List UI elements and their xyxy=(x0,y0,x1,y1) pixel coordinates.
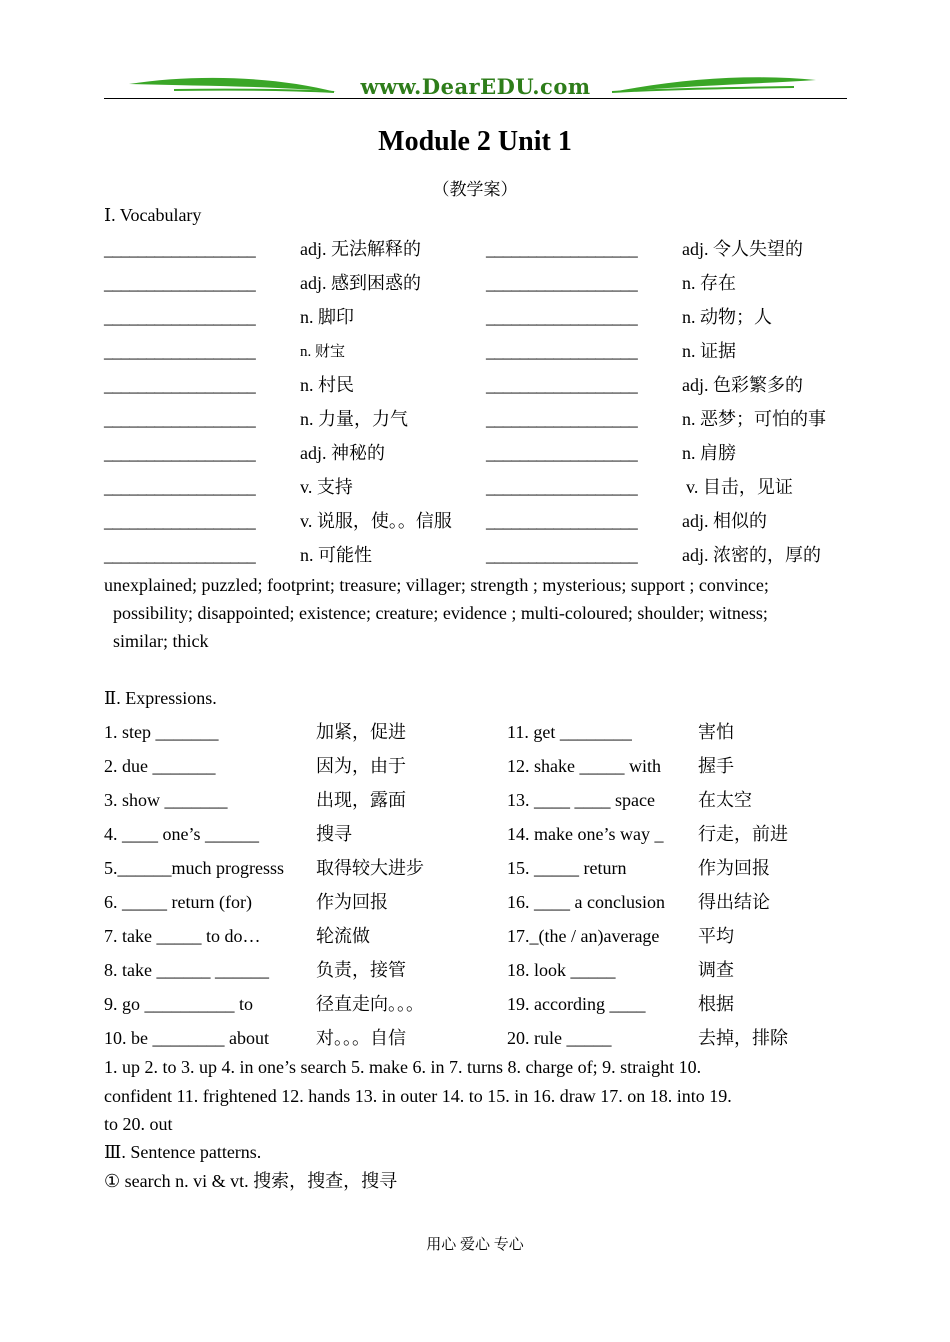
vocab-blank: __________________ xyxy=(486,477,638,497)
vocabulary-answers: possibility; disappointed; existence; creature; evidence ; multi-coloured; shoulder; witness; xyxy=(113,603,768,623)
expressions-answers: to 20. out xyxy=(104,1114,173,1134)
vocab-blank: __________________ xyxy=(104,443,256,463)
sentence-item: ① search n. vi & vt. 搜索，搜查，搜寻 xyxy=(104,1171,398,1191)
vocab-meaning: adj. 浓密的，厚的 xyxy=(682,545,821,565)
expression-meaning: 出现，露面 xyxy=(316,790,406,810)
vocab-meaning: n. 存在 xyxy=(682,273,736,293)
expression-phrase: 13. ____ ____ space xyxy=(507,790,655,810)
expression-meaning: 因为，由于 xyxy=(316,756,406,776)
expression-phrase: 19. according ____ xyxy=(507,994,646,1014)
vocab-blank: __________________ xyxy=(486,375,638,395)
vocab-blank: __________________ xyxy=(486,409,638,429)
expressions-heading: Ⅱ. Expressions. xyxy=(104,688,217,708)
expression-phrase: 16. ____ a conclusion xyxy=(507,892,665,912)
expression-meaning: 轮流做 xyxy=(316,926,370,946)
vocab-meaning: n. 动物；人 xyxy=(682,307,772,327)
expression-phrase: 5.______much progresss xyxy=(104,858,284,878)
vocab-blank: __________________ xyxy=(486,545,638,565)
site-logo-text: www.DearEDU.com xyxy=(360,74,591,99)
expression-meaning: 负责，接管 xyxy=(316,960,406,980)
expression-meaning: 根据 xyxy=(698,994,734,1014)
sentences-heading: Ⅲ. Sentence patterns. xyxy=(104,1142,262,1162)
expression-phrase: 12. shake _____ with xyxy=(507,756,661,776)
vocab-meaning: n. 肩膀 xyxy=(682,443,736,463)
expression-phrase: 1. step _______ xyxy=(104,722,219,742)
vocab-meaning: adj. 感到困惑的 xyxy=(300,273,421,293)
expression-meaning: 得出结论 xyxy=(698,892,770,912)
vocab-meaning: n. 财宝 xyxy=(300,344,346,360)
vocab-blank: __________________ xyxy=(486,239,638,259)
vocab-meaning: v. 说服，使。。信服 xyxy=(300,511,452,531)
vocab-blank: __________________ xyxy=(104,341,256,361)
vocab-blank: __________________ xyxy=(486,307,638,327)
expression-phrase: 11. get ________ xyxy=(507,722,632,742)
vocab-blank: __________________ xyxy=(104,477,256,497)
vocab-meaning: adj. 令人失望的 xyxy=(682,239,803,259)
vocab-blank: __________________ xyxy=(486,273,638,293)
expression-meaning: 作为回报 xyxy=(698,858,770,878)
expression-phrase: 4. ____ one’s ______ xyxy=(104,824,259,844)
vocab-meaning: v. 目击，见证 xyxy=(686,477,793,497)
expression-meaning: 行走，前进 xyxy=(698,824,788,844)
vocab-meaning: adj. 色彩繁多的 xyxy=(682,375,803,395)
expression-meaning: 搜寻 xyxy=(316,824,352,844)
vocab-blank: __________________ xyxy=(104,409,256,429)
page-title: Module 2 Unit 1 xyxy=(378,126,572,157)
vocab-blank: __________________ xyxy=(486,341,638,361)
vocab-blank: __________________ xyxy=(486,443,638,463)
vocab-meaning: n. 力量，力气 xyxy=(300,409,408,429)
vocab-meaning: n. 可能性 xyxy=(300,545,372,565)
vocab-blank: __________________ xyxy=(104,545,256,565)
expression-phrase: 18. look _____ xyxy=(507,960,616,980)
expression-meaning: 对。。。自信 xyxy=(316,1028,406,1048)
expression-meaning: 去掉，排除 xyxy=(698,1028,788,1048)
vocab-meaning: v. 支持 xyxy=(300,477,353,497)
vocab-meaning: n. 证据 xyxy=(682,341,736,361)
header-rule xyxy=(104,98,847,99)
vocab-meaning: n. 脚印 xyxy=(300,307,354,327)
expression-meaning: 平均 xyxy=(698,926,734,946)
vocab-blank: __________________ xyxy=(104,273,256,293)
vocab-meaning: adj. 无法解释的 xyxy=(300,239,421,259)
vocab-meaning: n. 恶梦；可怕的事 xyxy=(682,409,826,429)
expression-phrase: 14. make one’s way _ xyxy=(507,824,664,844)
expression-phrase: 20. rule _____ xyxy=(507,1028,612,1048)
expression-meaning: 握手 xyxy=(698,756,734,776)
page-subtitle: （教学案） xyxy=(432,180,518,199)
page-footer: 用心 爱心 专心 xyxy=(426,1237,524,1253)
vocabulary-answers: similar; thick xyxy=(113,631,209,651)
vocabulary-heading: Ⅰ. Vocabulary xyxy=(104,205,202,225)
expression-phrase: 3. show _______ xyxy=(104,790,228,810)
vocab-blank: __________________ xyxy=(104,307,256,327)
expression-phrase: 10. be ________ about xyxy=(104,1028,269,1048)
expression-meaning: 在太空 xyxy=(698,790,752,810)
expression-meaning: 加紧，促进 xyxy=(316,722,406,742)
vocab-blank: __________________ xyxy=(104,375,256,395)
vocab-meaning: adj. 相似的 xyxy=(682,511,767,531)
expression-phrase: 7. take _____ to do… xyxy=(104,926,261,946)
expression-meaning: 调查 xyxy=(698,960,734,980)
expressions-answers: 1. up 2. to 3. up 4. in one’s search 5. make 6. in 7. turns 8. charge of; 9. straight 10. xyxy=(104,1057,702,1077)
vocab-blank: __________________ xyxy=(104,511,256,531)
expressions-answers: confident 11. frightened 12. hands 13. in outer 14. to 15. in 16. draw 17. on 18. into 19. xyxy=(104,1086,732,1106)
expression-meaning: 取得较大进步 xyxy=(316,858,424,878)
vocab-blank: __________________ xyxy=(486,511,638,531)
expression-meaning: 径直走向。。。 xyxy=(316,994,424,1014)
vocab-meaning: adj. 神秘的 xyxy=(300,443,385,463)
vocab-blank: __________________ xyxy=(104,239,256,259)
expression-meaning: 作为回报 xyxy=(316,892,388,912)
expression-phrase: 6. _____ return (for) xyxy=(104,892,252,912)
vocab-meaning: n. 村民 xyxy=(300,375,354,395)
expression-phrase: 9. go __________ to xyxy=(104,994,254,1014)
expression-phrase: 2. due _______ xyxy=(104,756,216,776)
expression-phrase: 17._(the / an)average xyxy=(507,926,660,946)
expression-phrase: 8. take ______ ______ xyxy=(104,960,269,980)
expression-meaning: 害怕 xyxy=(698,722,734,742)
expression-phrase: 15. _____ return xyxy=(507,858,627,878)
vocabulary-answers: unexplained; puzzled; footprint; treasure; villager; strength ; mysterious; support ; convince; xyxy=(104,575,769,595)
